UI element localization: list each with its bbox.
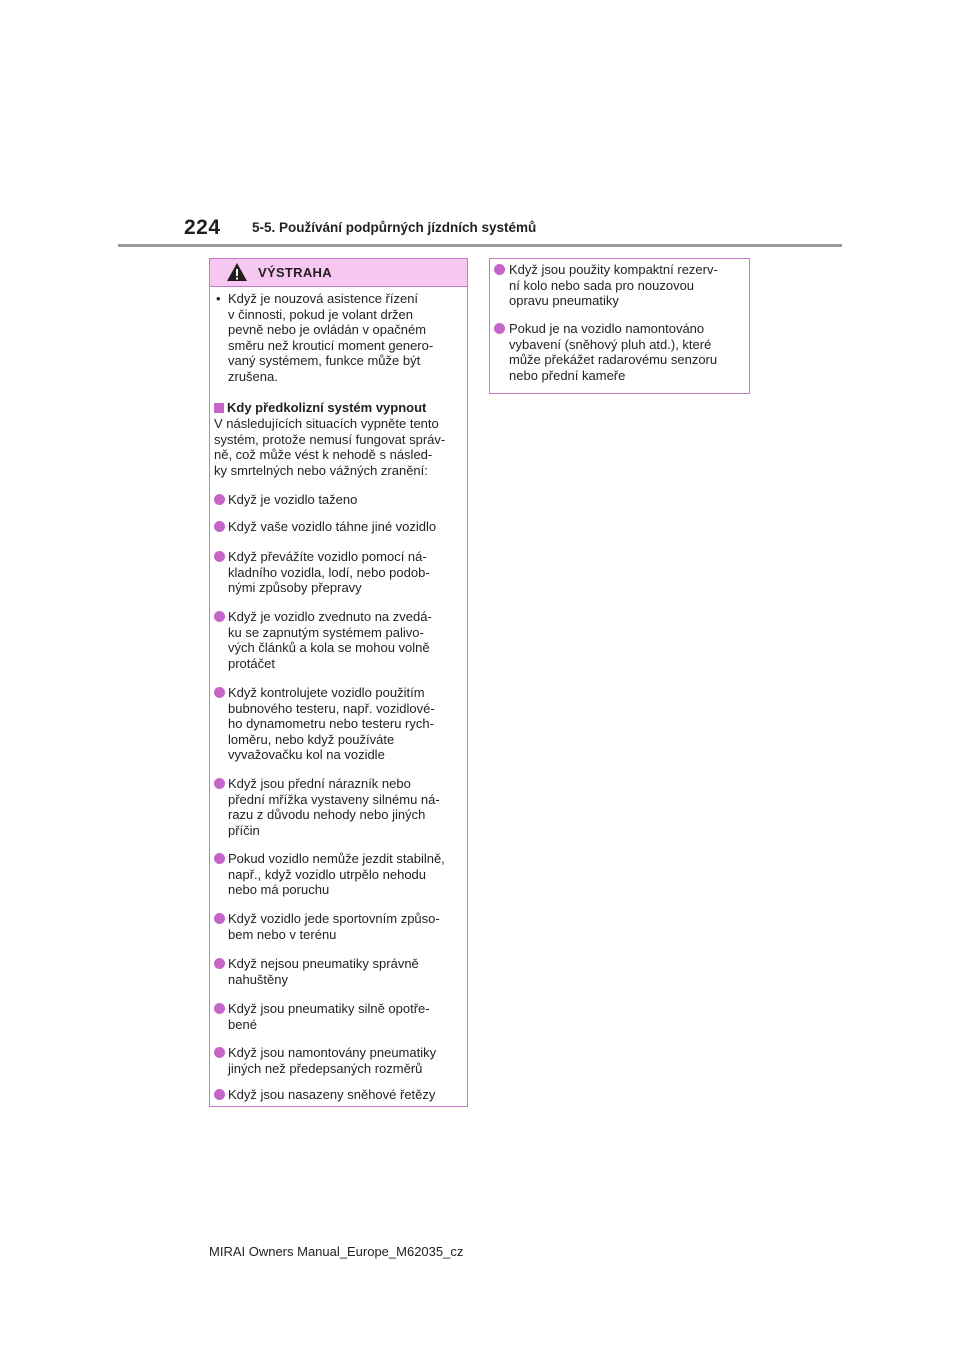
warning-item-line: opravu pneumatiky <box>509 293 619 308</box>
bullet-dot-icon <box>214 611 225 622</box>
warning-item-line: ní kolo nebo sada pro nouzovou <box>509 277 695 293</box>
bullet-dot-icon <box>214 1089 225 1100</box>
warning-paragraph-line: systém, protože nemusí fungovat správ- <box>214 431 446 447</box>
warning-title: VÝSTRAHA <box>258 265 332 280</box>
warning-intro-line: zrušena. <box>228 368 278 384</box>
bullet-dot-icon <box>214 778 225 789</box>
warning-item-line: jiných než předepsaných rozměrů <box>228 1060 423 1076</box>
bullet-dot-icon <box>214 913 225 924</box>
bullet-dot-icon <box>214 1003 225 1014</box>
bullet-dot-icon <box>214 521 225 532</box>
warning-item-line: kladního vozidla, lodí, nebo podob- <box>228 564 430 580</box>
warning-item-line: nebo přední kameře <box>509 367 626 383</box>
header-divider <box>118 244 842 247</box>
warning-item-line: bubnového testeru, např. vozidlové- <box>228 700 435 716</box>
bullet-dot-icon <box>494 323 505 334</box>
warning-item-line: Když jsou přední nárazník nebo <box>228 776 411 791</box>
warning-item-line: Když vaše vozidlo táhne jiné vozidlo <box>228 519 437 534</box>
warning-item-line: Když vozidlo jede sportovním způso- <box>228 911 440 926</box>
warning-box <box>209 258 468 1107</box>
warning-paragraph-line: ky smrtelných nebo vážných zranění: <box>214 462 428 478</box>
warning-item-line: Pokud je na vozidlo namontováno <box>509 321 705 336</box>
warning-item-line: Když nejsou pneumatiky správně <box>228 956 419 971</box>
warning-intro-line: směru než krouticí moment genero- <box>228 337 434 353</box>
warning-item-line: ku se zapnutým systémem palivo- <box>228 624 424 640</box>
bullet-dot-icon <box>214 551 225 562</box>
warning-item-line: příčin <box>228 822 260 838</box>
footer-manual-id: MIRAI Owners Manual_Europe_M62035_cz <box>209 1244 464 1259</box>
warning-item-line: Když jsou pneumatiky silně opotře- <box>228 1001 430 1016</box>
warning-item-line: může překážet radarovému senzoru <box>509 352 718 367</box>
warning-item-line: Když jsou namontovány pneumatiky <box>228 1045 437 1060</box>
warning-item-line: Když kontrolujete vozidlo použitím <box>228 685 425 700</box>
warning-item-line: přední mřížka vystaveny silnému ná- <box>228 791 440 807</box>
warning-subheading: Kdy předkolizní systém vypnout <box>227 400 427 415</box>
bullet-mark: • <box>216 291 221 306</box>
bullet-dot-icon <box>214 853 225 864</box>
warning-item-line: např., když vozidlo utrpělo nehodu <box>228 866 427 882</box>
warning-item-line: ho dynamometru nebo testeru rych- <box>228 716 434 731</box>
warning-item-line: nebo má poruchu <box>228 882 330 897</box>
warning-intro-line: vaný systémem, funkce může být <box>228 353 421 368</box>
warning-box-continued <box>489 258 750 394</box>
warning-item-line: razu z důvodu nehody nebo jiných <box>228 807 426 822</box>
section-title: 5-5. Používání podpůrných jízdních systémů <box>252 220 537 235</box>
warning-item-line: vybavení (sněhový pluh atd.), které <box>509 336 712 352</box>
warning-paragraph-line: ně, což může vést k nehodě s násled- <box>214 447 433 462</box>
square-bullet-icon <box>214 403 224 413</box>
warning-item-line: bené <box>228 1016 257 1032</box>
bullet-dot-icon <box>214 494 225 505</box>
warning-item-line: Když je vozidlo taženo <box>228 492 358 507</box>
warning-header <box>210 259 467 287</box>
warning-triangle-icon <box>226 262 248 282</box>
warning-intro-line: Když je nouzová asistence řízení <box>228 291 419 306</box>
warning-item-line: loměru, nebo když používáte <box>228 731 395 747</box>
warning-item-line: Když převážíte vozidlo pomocí ná- <box>228 549 427 564</box>
warning-intro-line: pevně nebo je ovládán v opačném <box>228 322 427 337</box>
warning-intro-line: v činnosti, pokud je volant držen <box>228 306 413 322</box>
warning-item-line: vyvažovačku kol na vozidle <box>228 747 385 762</box>
warning-item-line: Pokud vozidlo nemůže jezdit stabilně, <box>228 851 445 866</box>
bullet-dot-icon <box>214 687 225 698</box>
warning-item-line: bem nebo v terénu <box>228 926 337 942</box>
bullet-dot-icon <box>214 958 225 969</box>
page-number: 224 <box>184 216 221 239</box>
warning-item-line: vých článků a kola se mohou volně <box>228 640 430 655</box>
bullet-dot-icon <box>494 264 505 275</box>
warning-item-line: nahuštěny <box>228 971 288 987</box>
warning-item-line: Když je vozidlo zvednuto na zvedá- <box>228 609 432 624</box>
warning-paragraph-line: V následujících situacích vypněte tento <box>214 416 439 431</box>
warning-item-line: Když jsou použity kompaktní rezerv- <box>509 262 718 277</box>
warning-item-line: Když jsou nasazeny sněhové řetězy <box>228 1087 436 1102</box>
warning-item-line: nými způsoby přepravy <box>228 580 362 595</box>
bullet-dot-icon <box>214 1047 225 1058</box>
warning-item-line: protáčet <box>228 655 275 671</box>
